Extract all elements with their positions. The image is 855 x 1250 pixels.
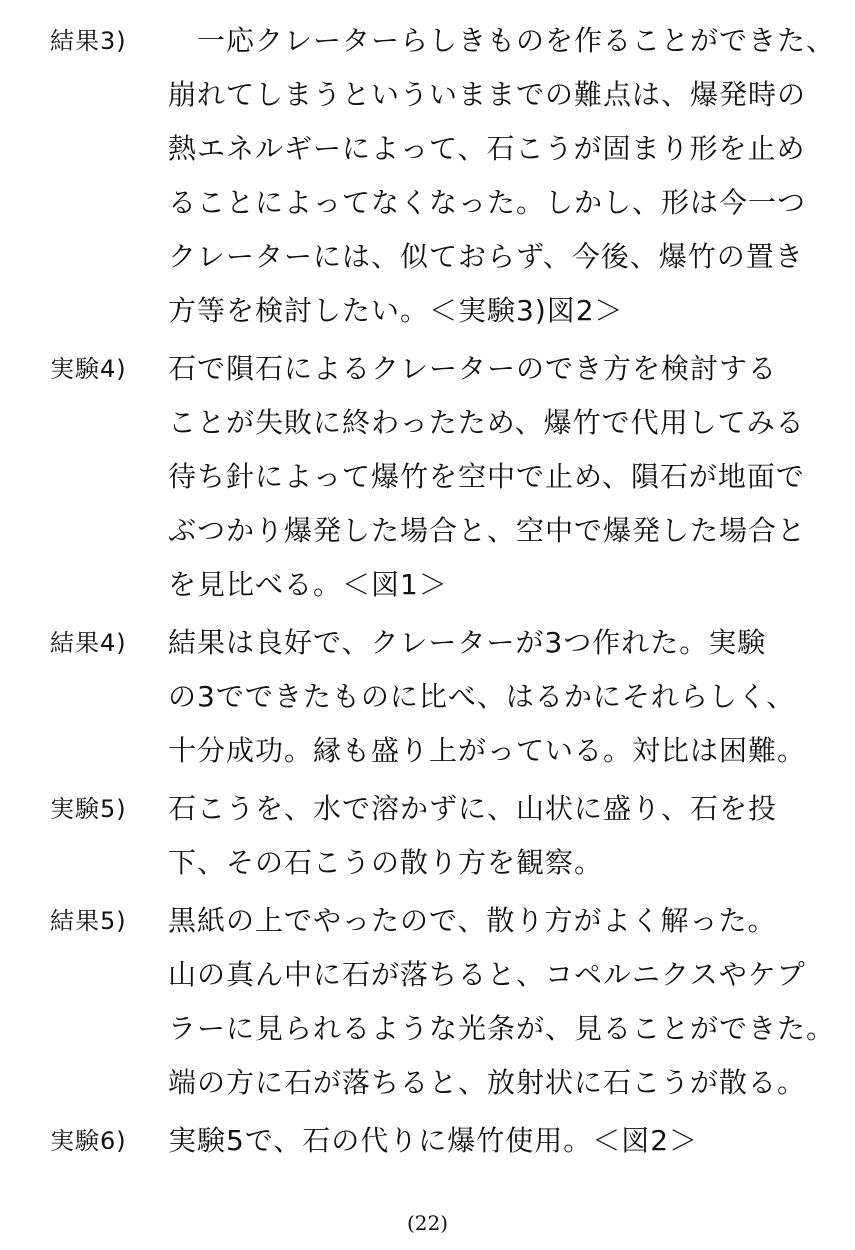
section-label: 結果4): [50, 629, 127, 657]
text-line: を見比べる。＜図1＞: [168, 568, 448, 601]
section-body: [168, 616, 810, 778]
text-line: ことが失敗に終わったため、爆竹で代用してみる: [168, 406, 805, 439]
text-line: ることによってなくなった。しかし、形は今一つ: [168, 186, 807, 219]
section-experiment-6: [50, 1114, 810, 1168]
text-line: 待ち針によって爆竹を空中で止め、隕石が地面で: [168, 460, 805, 493]
text-line: 方等を検討したい。＜実験3)図2＞: [168, 294, 624, 327]
section-label: 結果3): [50, 27, 127, 55]
text-line: 山の真ん中に石が落ちると、コペルニクスやケプ: [168, 958, 806, 991]
text-line: 一応クレーターらしきものを作ることができた、: [168, 24, 836, 57]
section-body: [168, 894, 835, 1110]
section-body: [168, 1114, 810, 1168]
section-label: 結果5): [50, 907, 127, 935]
section-result-5: [50, 894, 836, 1110]
section-result-4: [50, 616, 810, 778]
section-label: 実験6): [50, 1127, 127, 1155]
section-experiment-4: [50, 342, 810, 612]
text-line: 十分成功。縁も盛り上がっている。対比は困難。: [168, 734, 807, 767]
text-line: 実験5で、石の代りに爆竹使用。＜図2＞: [168, 1124, 699, 1157]
text-line: 黒紙の上でやったので、散り方がよく解った。: [168, 904, 777, 937]
section-body: [168, 342, 810, 612]
page-number: (22): [406, 1211, 449, 1235]
text-line: ラーに見られるような光条が、見ることができた。: [168, 1012, 836, 1045]
report-sections: [50, 14, 836, 1172]
section-body: [168, 14, 835, 338]
text-line: ぶつかり爆発した場合と、空中で爆発した場合と: [168, 514, 807, 547]
text-line: クレーターには、似ておらず、今後、爆竹の置き: [168, 240, 804, 273]
text-line: 端の方に石が落ちると、放射状に石こうが散る。: [168, 1066, 807, 1099]
text-line: 熱エネルギーによって、石こうが固まり形を止め: [168, 132, 806, 165]
text-line: 石で隕石によるクレーターのでき方を検討する: [168, 352, 778, 385]
text-line: 崩れてしまうといういままでの難点は、爆発時の: [168, 78, 807, 111]
section-label: 実験5): [50, 795, 127, 823]
text-line: 石こうを、水で溶かずに、山状に盛り、石を投: [168, 792, 778, 825]
text-line: 下、その石こうの散り方を観察。: [168, 846, 604, 879]
section-body: [168, 782, 810, 890]
section-experiment-5: [50, 782, 810, 890]
section-result-3: [50, 14, 836, 338]
section-label: 実験4): [50, 355, 127, 383]
text-line: の3でできたものに比べ、はるかにそれらしく、: [168, 680, 796, 713]
text-line: 結果は良好で、クレーターが3つ作れた。実験: [168, 626, 767, 659]
